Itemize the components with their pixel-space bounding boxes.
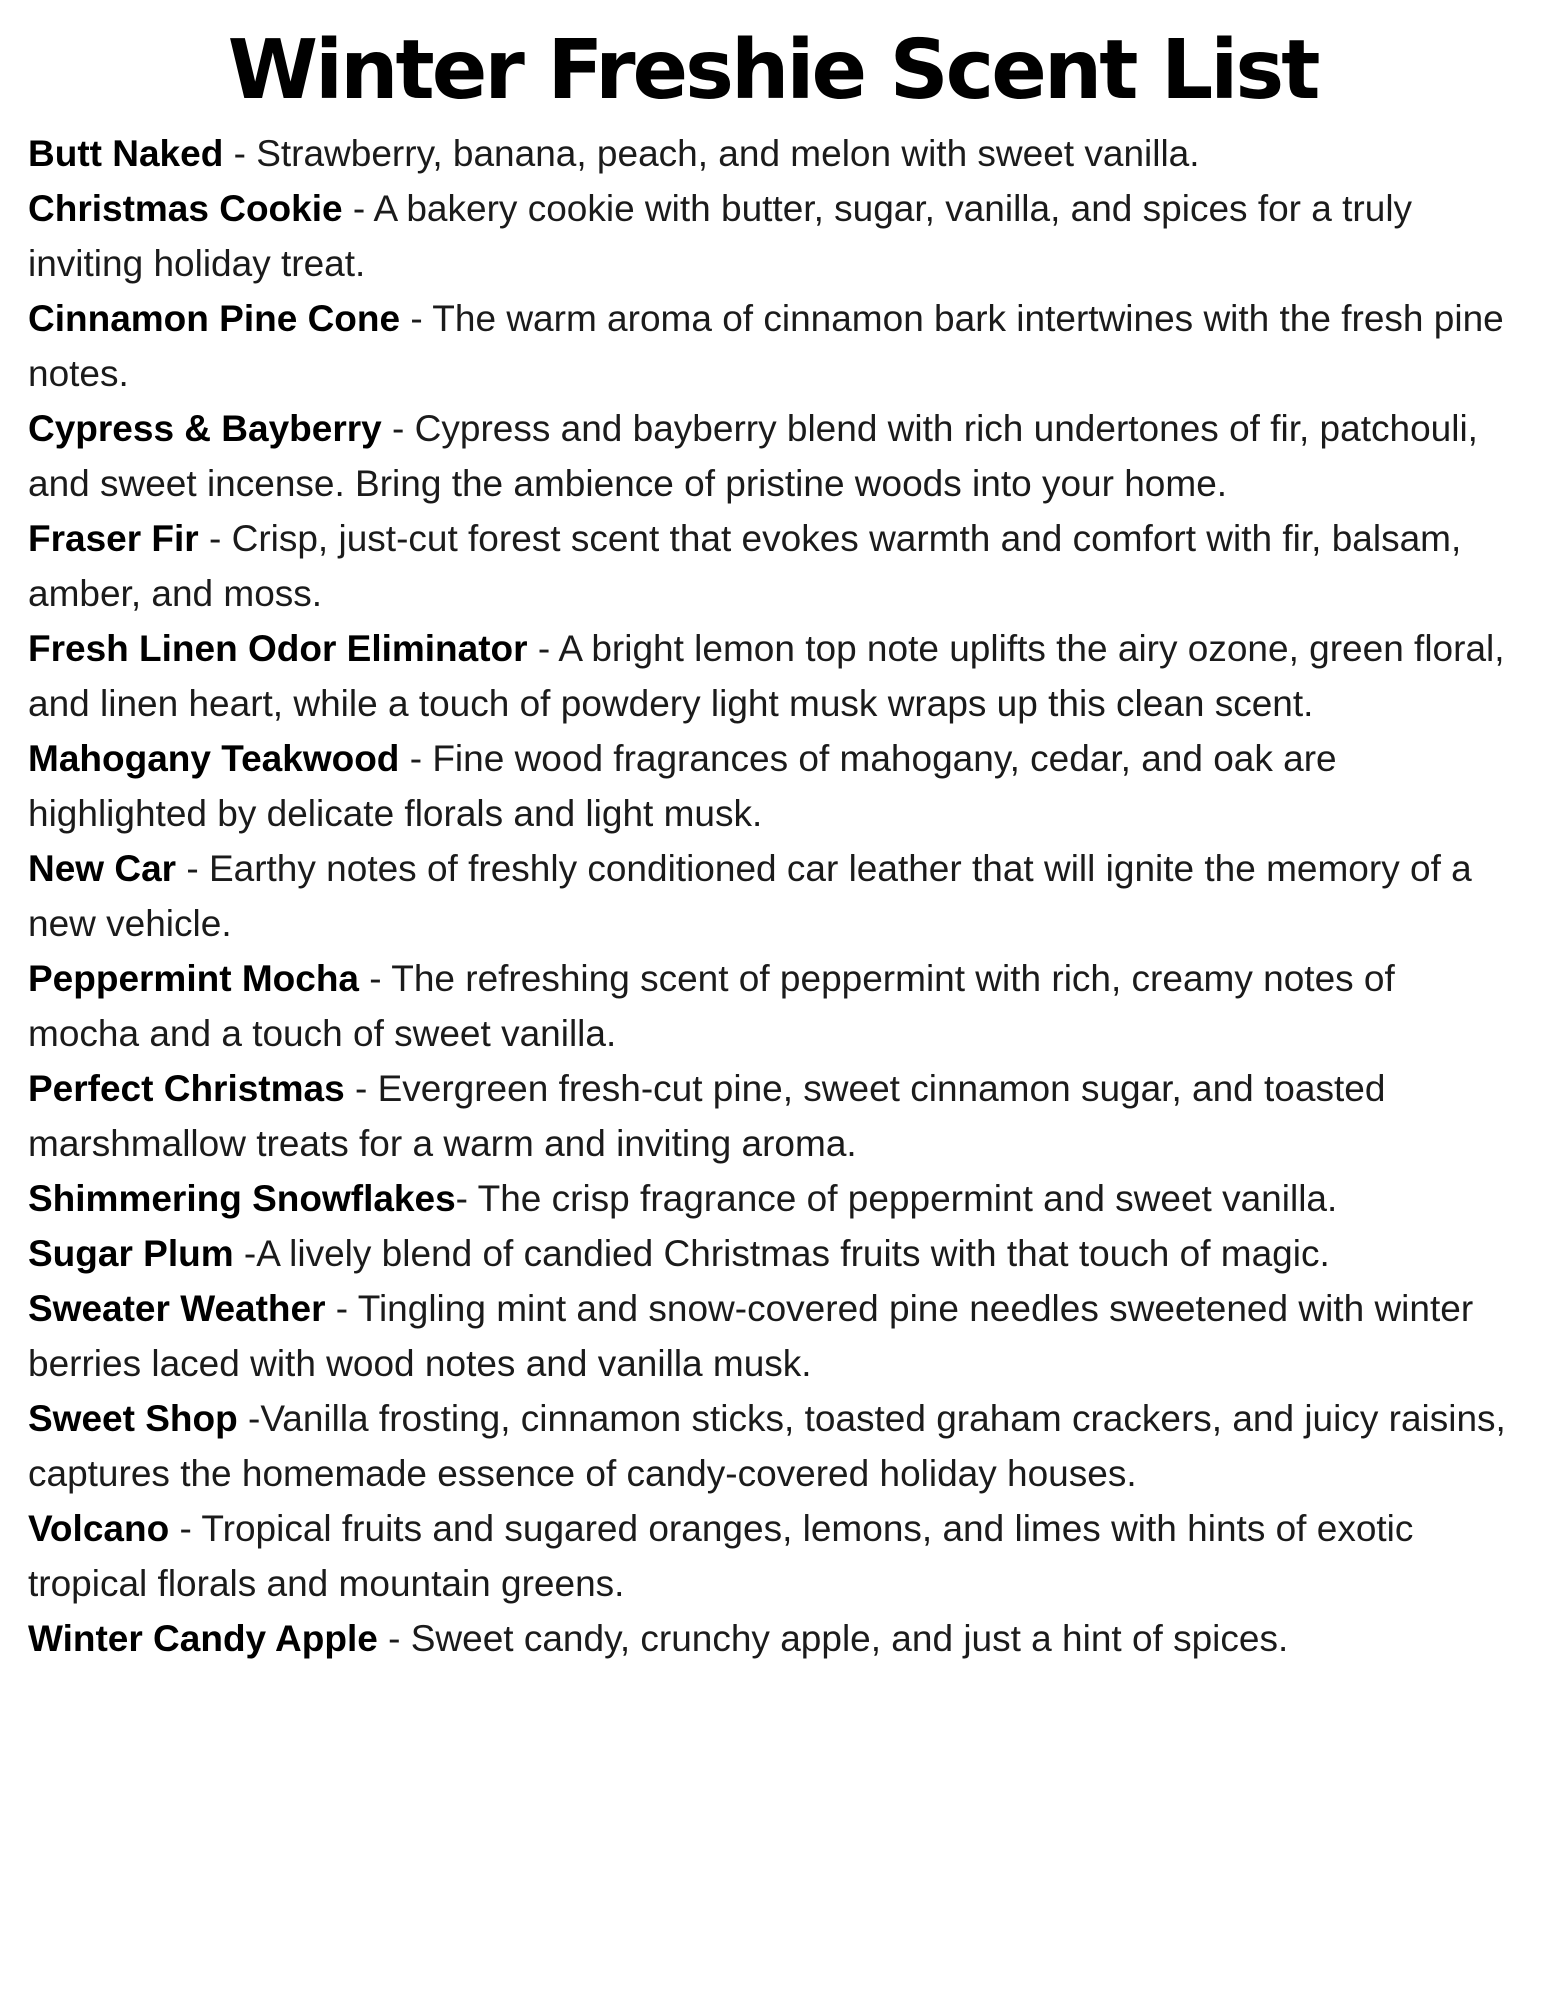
scent-entry <box>28 401 1515 511</box>
scent-description: Evergreen fresh-cut pine, sweet cinnamon sugar, and toasted marshmallow treats for a warm and inviting aroma. <box>28 1068 1386 1165</box>
scent-separator: - <box>198 518 232 560</box>
scent-description: Vanilla frosting, cinnamon sticks, toasted graham crackers, and juicy raisins, captures the homemade essence of candy-covered holiday houses. <box>28 1398 1506 1495</box>
scent-entry <box>28 1061 1515 1171</box>
scent-separator: - <box>400 298 433 340</box>
scent-entry <box>28 1171 1515 1226</box>
scent-name: Fraser Fir <box>28 518 199 560</box>
scent-name: Shimmering Snowflakes <box>28 1178 456 1220</box>
scent-description: A lively blend of candied Christmas fruits with that touch of magic. <box>256 1233 1330 1275</box>
scent-description: Earthy notes of freshly conditioned car leather that will ignite the memory of a new vehicle. <box>28 848 1472 945</box>
scent-separator: - <box>342 188 374 230</box>
scent-name: Sweet Shop <box>28 1398 238 1440</box>
scent-separator: - <box>344 1068 378 1110</box>
page-title: Winter Freshie Scent List <box>227 23 1318 118</box>
scent-name: Winter Candy Apple <box>28 1618 378 1660</box>
scent-name: Volcano <box>28 1508 170 1550</box>
scent-description: The refreshing scent of peppermint with rich, creamy notes of mocha and a touch of sweet vanilla. <box>28 958 1395 1055</box>
scent-name: Christmas Cookie <box>28 188 343 230</box>
scent-description: The crisp fragrance of peppermint and sweet vanilla. <box>477 1178 1338 1220</box>
scent-separator: - <box>233 1233 257 1275</box>
scent-separator: - <box>527 628 559 670</box>
scent-entry <box>28 841 1515 951</box>
scent-description: Tingling mint and snow-covered pine needles sweetened with winter berries laced with wood notes and vanilla musk. <box>28 1288 1474 1385</box>
scent-separator: - <box>359 958 392 1000</box>
scent-separator: - <box>399 738 433 780</box>
scent-description: A bakery cookie with butter, sugar, vanilla, and spices for a truly inviting holiday treat. <box>28 188 1413 285</box>
scent-description: Fine wood fragrances of mahogany, cedar, and oak are highlighted by delicate florals and light musk. <box>28 738 1337 835</box>
scent-description: Tropical fruits and sugared oranges, lemons, and limes with hints of exotic tropical florals and mountain greens. <box>28 1508 1414 1605</box>
scent-entry <box>28 951 1515 1061</box>
scent-entry <box>28 181 1515 291</box>
scent-description: A bright lemon top note uplifts the airy ozone, green floral, and linen heart, while a touch of powdery light musk wraps up this clean scent. <box>28 628 1505 725</box>
scent-name: Cinnamon Pine Cone <box>28 298 401 340</box>
scent-entry <box>28 1391 1515 1501</box>
scent-name: Sweater Weather <box>28 1288 326 1330</box>
scent-separator: - <box>223 133 257 175</box>
scent-name: Perfect Christmas <box>28 1068 345 1110</box>
scent-list <box>0 126 1545 1666</box>
scent-description: Strawberry, banana, peach, and melon with sweet vanilla. <box>256 133 1200 175</box>
scent-description: Crisp, just-cut forest scent that evokes warmth and comfort with fir, balsam, amber, and moss. <box>28 518 1462 615</box>
scent-name: Sugar Plum <box>28 1233 234 1275</box>
scent-entry <box>28 621 1515 731</box>
scent-entry <box>28 1226 1515 1281</box>
scent-description: Cypress and bayberry blend with rich undertones of fir, patchouli, and sweet incense. Bring the ambience of pristine woods into your home. <box>28 408 1478 505</box>
scent-name: Cypress & Bayberry <box>28 408 382 450</box>
scent-entry <box>28 731 1515 841</box>
scent-separator: - <box>455 1178 478 1220</box>
scent-entry <box>28 291 1515 401</box>
scent-description: Sweet candy, crunchy apple, and just a hint of spices. <box>410 1618 1289 1660</box>
scent-entry <box>28 511 1515 621</box>
scent-separator: - <box>169 1508 202 1550</box>
scent-separator: - <box>176 848 209 890</box>
scent-name: Peppermint Mocha <box>28 958 359 1000</box>
scent-separator: - <box>237 1398 261 1440</box>
scent-description: The warm aroma of cinnamon bark intertwines with the fresh pine notes. <box>28 298 1504 395</box>
scent-name: New Car <box>28 848 177 890</box>
scent-separator: - <box>377 1618 411 1660</box>
scent-entry <box>28 126 1515 181</box>
scent-entry <box>28 1281 1515 1391</box>
scent-entry <box>28 1501 1515 1611</box>
scent-name: Fresh Linen Odor Eliminator <box>28 628 528 670</box>
scent-entry <box>28 1611 1515 1666</box>
scent-name: Butt Naked <box>28 133 224 175</box>
scent-name: Mahogany Teakwood <box>28 738 400 780</box>
scent-separator: - <box>325 1288 358 1330</box>
scent-separator: - <box>381 408 415 450</box>
